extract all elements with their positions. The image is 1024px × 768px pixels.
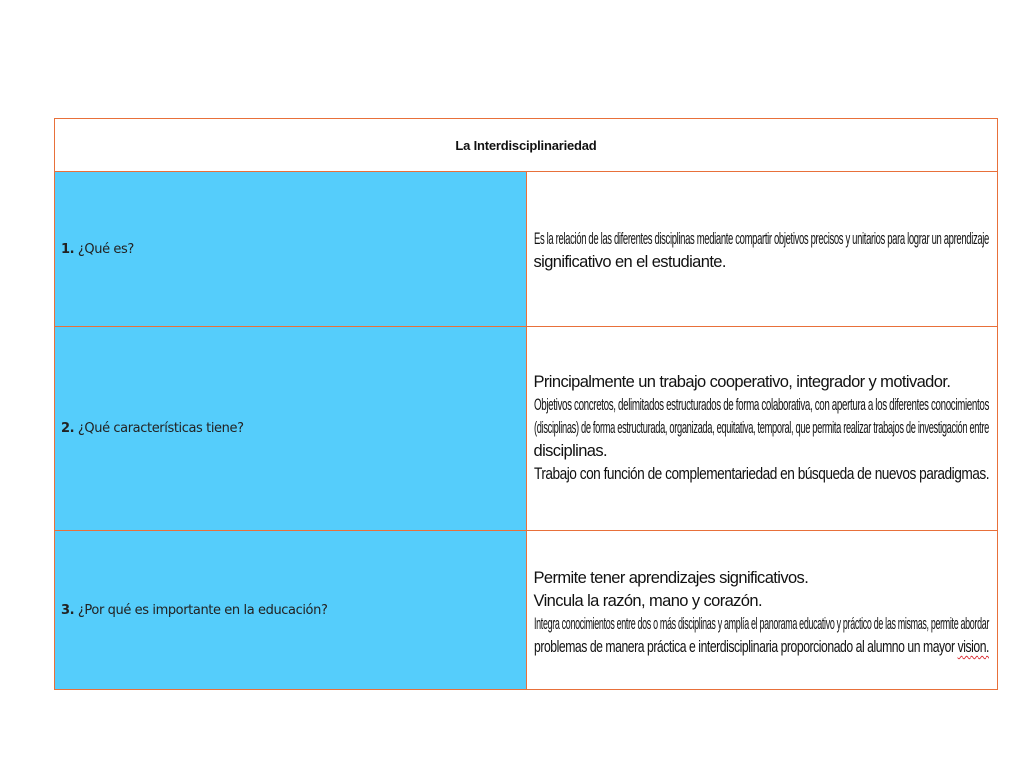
answer-line: Vincula la razón, mano y corazón.: [533, 592, 762, 610]
answer-line: Principalmente un trabajo cooperativo, integrador y motivador.: [533, 373, 951, 391]
answer-cell-1: [526, 172, 998, 327]
question-cell-1: [55, 172, 527, 327]
answer-line: disciplinas.: [533, 442, 608, 460]
table-row: [55, 531, 998, 690]
question-text: ¿Por qué es importante en la educación?: [74, 602, 328, 618]
question-text: ¿Qué características tiene?: [74, 421, 244, 436]
interdisciplinarity-table: [54, 118, 998, 690]
answer-cell-3: [526, 531, 998, 690]
answer-line: Objetivos concretos, delimitados estructurados de forma colaborativa, con apertura a los diferentes conocimientos: [533, 396, 989, 414]
question-number: 3.: [61, 602, 75, 618]
question-cell-2: [55, 327, 527, 531]
question-cell-3: [55, 531, 527, 690]
table-title: La Interdisciplinariedad: [55, 119, 998, 172]
answer-line-last: [534, 636, 989, 659]
question-text: ¿Qué es?: [74, 241, 134, 257]
table-row: [55, 172, 998, 327]
answer-line: (disciplinas) de forma estructurada, organizada, equitativa, temporal, que permita realizar trabajos de investigación entre: [533, 419, 989, 437]
question-number: 2.: [61, 421, 75, 436]
answer-line: significativo en el estudiante.: [533, 253, 726, 271]
answer-line: Integra conocimientos entre dos o más disciplinas y amplía el panorama educativo y práctico de las mismas, permite abordar: [533, 615, 989, 633]
question-number: 1.: [61, 241, 75, 257]
table-title-row: [55, 119, 998, 172]
answer-line: Permite tener aprendizajes significativos.: [533, 569, 809, 587]
answer-cell-2: [526, 327, 998, 531]
table-row: [55, 327, 998, 531]
answer-line: Es la relación de las diferentes disciplinas mediante compartir objetivos precisos y unitarios para lograr un aprendizaje: [533, 230, 989, 248]
answer-line: Trabajo con función de complementariedad en búsqueda de nuevos paradigmas.: [533, 465, 989, 483]
misspelled-word: vision.: [957, 638, 989, 656]
answer-line-text: problemas de manera práctica e interdisciplinaria proporcionado al alumno un mayor: [533, 638, 958, 656]
